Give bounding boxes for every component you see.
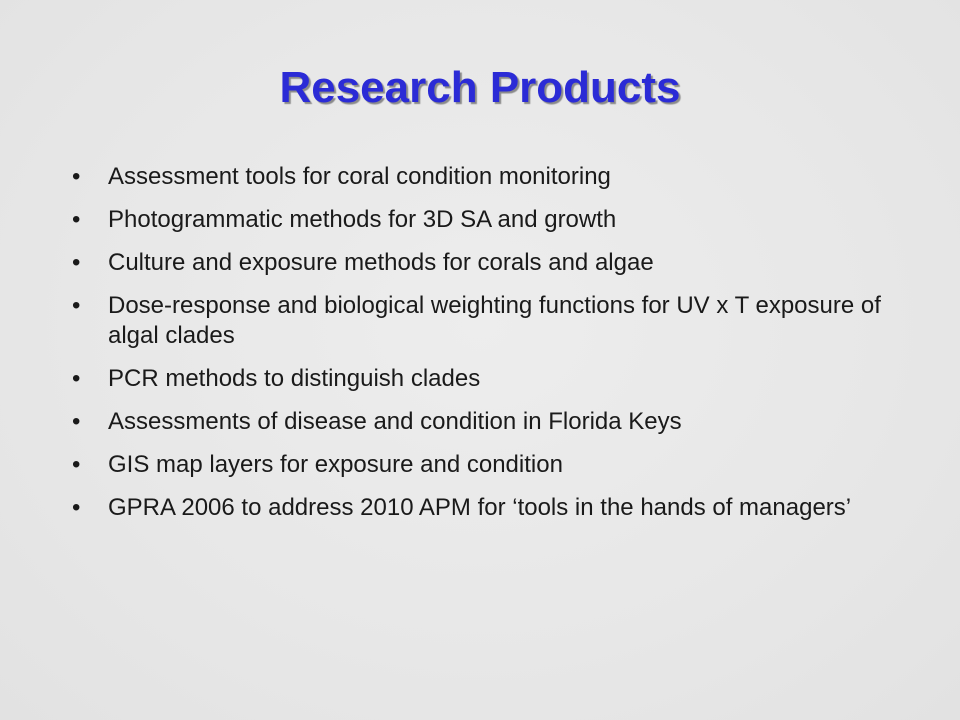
- bullet-marker: •: [72, 249, 81, 276]
- bullet-text: GPRA 2006 to address 2010 APM for ‘tools in the hands of managers’: [108, 494, 852, 521]
- bullet-marker: •: [72, 451, 81, 478]
- bullet-item: [72, 493, 892, 523]
- bullet-marker: •: [72, 292, 81, 319]
- bullet-marker: •: [72, 494, 81, 521]
- bullet-item: [72, 248, 892, 278]
- bullet-text: GIS map layers for exposure and condition: [108, 451, 563, 478]
- bullet-text: Culture and exposure methods for corals and algae: [108, 249, 654, 276]
- bullet-item: [72, 162, 892, 192]
- bullet-text: Photogrammatic methods for 3D SA and growth: [108, 206, 617, 233]
- bullet-item: [72, 205, 892, 235]
- bullet-marker: •: [72, 206, 81, 233]
- bullet-text: Assessments of disease and condition in Florida Keys: [108, 408, 682, 435]
- bullet-item: [72, 407, 892, 437]
- bullet-list: [72, 162, 892, 536]
- bullet-item: [72, 364, 892, 394]
- bullet-marker: •: [72, 163, 81, 190]
- bullet-item: [72, 291, 892, 351]
- bullet-text: PCR methods to distinguish clades: [108, 365, 481, 392]
- bullet-marker: •: [72, 365, 81, 392]
- bullet-marker: •: [72, 408, 81, 435]
- slide-title: Research Products: [279, 63, 681, 112]
- bullet-text: Dose-response and biological weighting functions for UV x T exposure of algal clades: [108, 292, 881, 349]
- bullet-item: [72, 450, 892, 480]
- bullet-text: Assessment tools for coral condition monitoring: [108, 163, 611, 190]
